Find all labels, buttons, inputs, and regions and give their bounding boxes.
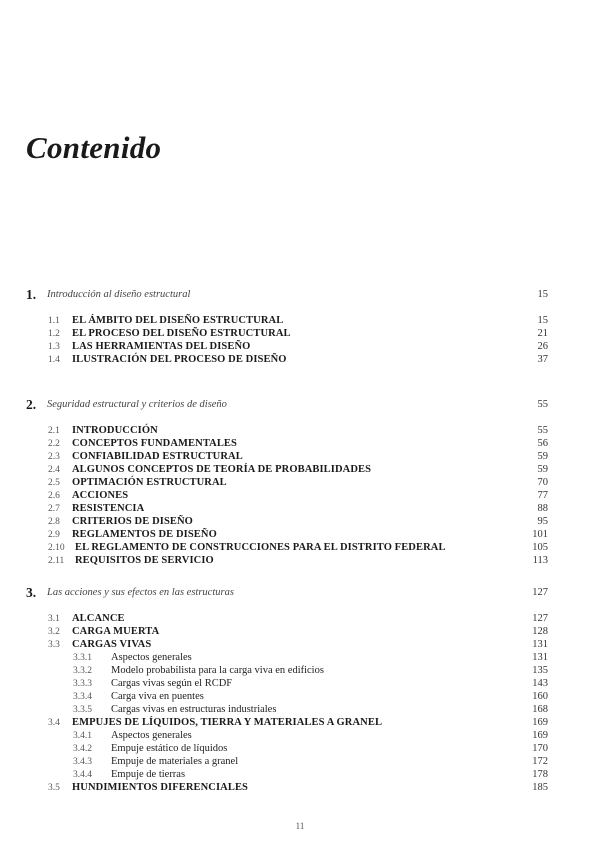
toc-title: Cargas vivas según el RCDF: [111, 678, 233, 689]
toc-title: INTRODUCCIÓN: [72, 425, 158, 436]
toc-page: 88: [537, 503, 548, 514]
toc-number: 3.5: [48, 783, 60, 793]
toc-subsection: [0, 729, 600, 743]
toc-title: Empuje de materiales a granel: [111, 756, 239, 767]
toc-title: Aspectos generales: [111, 730, 192, 741]
toc-number: 2.4: [48, 465, 60, 475]
toc-subsection: [0, 664, 600, 678]
toc-number: 2.8: [48, 517, 60, 527]
toc-number: 3.: [26, 585, 37, 600]
toc-title: Modelo probabilista para la carga viva en edificios: [111, 665, 324, 676]
toc-page: 128: [532, 626, 548, 637]
toc-title: EL PROCESO DEL DISEÑO ESTRUCTURAL: [72, 328, 291, 339]
toc-chapter: [0, 288, 600, 302]
toc-page: 55: [537, 425, 548, 436]
toc-section: [0, 625, 600, 639]
toc-page: 21: [537, 328, 548, 339]
toc-subsection: [0, 677, 600, 691]
toc-subsection: [0, 755, 600, 769]
toc-title: CONFIABILIDAD ESTRUCTURAL: [72, 451, 243, 462]
page-title: Contenido: [26, 130, 162, 165]
toc-section: [0, 612, 600, 626]
toc-page: 59: [537, 464, 548, 475]
toc-title: Introducción al diseño estructural: [47, 289, 191, 300]
toc-title: OPTIMACIÓN ESTRUCTURAL: [72, 477, 227, 488]
toc-section: [0, 327, 600, 341]
toc-title: Carga viva en puentes: [111, 691, 204, 702]
toc-section: [0, 515, 600, 529]
toc-page: 26: [537, 341, 548, 352]
toc-page: 70: [537, 477, 548, 488]
toc-section: [0, 716, 600, 730]
toc-number: 2.11: [48, 556, 65, 566]
toc-section: [0, 489, 600, 503]
toc-title: ALCANCE: [72, 613, 125, 624]
toc-page: 172: [532, 756, 548, 767]
toc-title: CARGAS VIVAS: [72, 639, 152, 650]
toc-title: Empuje de tierras: [111, 769, 186, 780]
toc-title: Cargas vivas en estructuras industriales: [111, 704, 277, 715]
toc-page: 55: [537, 399, 548, 410]
toc-page: 15: [537, 289, 548, 300]
toc-section: [0, 502, 600, 516]
toc-page: 169: [532, 717, 548, 728]
toc-number: 3.4.2: [73, 744, 92, 754]
toc-section: [0, 340, 600, 354]
toc-section: [0, 450, 600, 464]
toc-title: ACCIONES: [72, 490, 129, 501]
toc-section: [0, 554, 600, 568]
toc-page: 131: [532, 639, 548, 650]
toc-page: 178: [532, 769, 548, 780]
toc-subsection: [0, 703, 600, 717]
toc-number: 3.3.1: [73, 653, 92, 663]
toc-title: CONCEPTOS FUNDAMENTALES: [72, 438, 237, 449]
toc-title: ALGUNOS CONCEPTOS DE TEORÍA DE PROBABILIDADES: [72, 464, 372, 475]
toc-number: 2.2: [48, 439, 60, 449]
toc-page: 143: [532, 678, 548, 689]
toc-number: 1.3: [48, 342, 60, 352]
toc-subsection: [0, 768, 600, 782]
toc-number: 3.4.1: [73, 731, 92, 741]
toc-page: 160: [532, 691, 548, 702]
toc-page: 15: [537, 315, 548, 326]
toc-page: 59: [537, 451, 548, 462]
toc-chapter: [0, 586, 600, 600]
toc-page: 105: [532, 542, 548, 553]
toc-page: 37: [537, 354, 548, 365]
toc-number: 2.5: [48, 478, 60, 488]
toc-number: 1.1: [48, 316, 60, 326]
toc-title: LAS HERRAMIENTAS DEL DISEÑO: [72, 341, 251, 352]
toc-page: 127: [532, 587, 548, 598]
toc-number: 3.4.3: [73, 757, 92, 767]
toc-number: 1.4: [48, 355, 60, 365]
toc-title: HUNDIMIENTOS DIFERENCIALES: [72, 782, 248, 793]
toc-page: 127: [532, 613, 548, 624]
toc-section: [0, 314, 600, 328]
toc-section: [0, 463, 600, 477]
toc-page: 168: [532, 704, 548, 715]
toc-section: [0, 541, 600, 555]
toc-page: 95: [537, 516, 548, 527]
toc-title: RESISTENCIA: [72, 503, 145, 514]
toc-number: 1.2: [48, 329, 60, 339]
toc-page: 77: [537, 490, 548, 501]
toc-number: 2.7: [48, 504, 60, 514]
toc-number: 3.2: [48, 627, 60, 637]
toc-page: 101: [532, 529, 548, 540]
toc-number: 3.3.2: [73, 666, 92, 676]
toc-number: 2.3: [48, 452, 60, 462]
toc-number: 3.1: [48, 614, 60, 624]
toc-subsection: [0, 690, 600, 704]
toc-title: Seguridad estructural y criterios de diseño: [47, 399, 227, 410]
toc-page: 131: [532, 652, 548, 663]
toc-number: 3.3.5: [73, 705, 92, 715]
toc-number: 1.: [26, 287, 37, 302]
toc-title: REGLAMENTOS DE DISEÑO: [72, 529, 217, 540]
toc-section: [0, 528, 600, 542]
toc-title: Empuje estático de líquidos: [111, 743, 228, 754]
toc-page: 56: [537, 438, 548, 449]
toc-page: 135: [532, 665, 548, 676]
toc-chapter: [0, 398, 600, 412]
toc-number: 2.: [26, 397, 37, 412]
toc-title: Aspectos generales: [111, 652, 192, 663]
toc-title: ILUSTRACIÓN DEL PROCESO DE DISEÑO: [72, 354, 287, 365]
toc-title: EMPUJES DE LÍQUIDOS, TIERRA Y MATERIALES A GRANEL: [72, 717, 383, 728]
toc-title: EL REGLAMENTO DE CONSTRUCCIONES PARA EL DISTRITO FEDERAL: [75, 542, 446, 553]
toc-section: [0, 476, 600, 490]
page-number: 11: [295, 821, 305, 831]
toc-number: 3.4: [48, 718, 60, 728]
toc-section: [0, 424, 600, 438]
toc-number: 2.6: [48, 491, 60, 501]
toc-number: 3.3.4: [73, 692, 92, 702]
toc-title: Las acciones y sus efectos en las estructuras: [47, 587, 234, 598]
toc-subsection: [0, 651, 600, 665]
toc-section: [0, 353, 600, 367]
toc-section: [0, 781, 600, 795]
toc-page: 185: [532, 782, 548, 793]
toc-number: 3.4.4: [73, 770, 92, 780]
toc-page: 113: [532, 555, 548, 566]
toc-title: CRITERIOS DE DISEÑO: [72, 516, 193, 527]
toc-number: 3.3: [48, 640, 60, 650]
toc-number: 2.10: [48, 543, 65, 553]
toc-subsection: [0, 742, 600, 756]
toc-number: 2.9: [48, 530, 60, 540]
toc-page: 169: [532, 730, 548, 741]
toc-section: [0, 638, 600, 652]
toc-number: 3.3.3: [73, 679, 92, 689]
toc-title: EL ÁMBITO DEL DISEÑO ESTRUCTURAL: [72, 315, 284, 326]
toc-section: [0, 437, 600, 451]
toc-page: 170: [532, 743, 548, 754]
toc-title: CARGA MUERTA: [72, 626, 160, 637]
toc-number: 2.1: [48, 426, 60, 436]
toc-title: REQUISITOS DE SERVICIO: [75, 555, 214, 566]
